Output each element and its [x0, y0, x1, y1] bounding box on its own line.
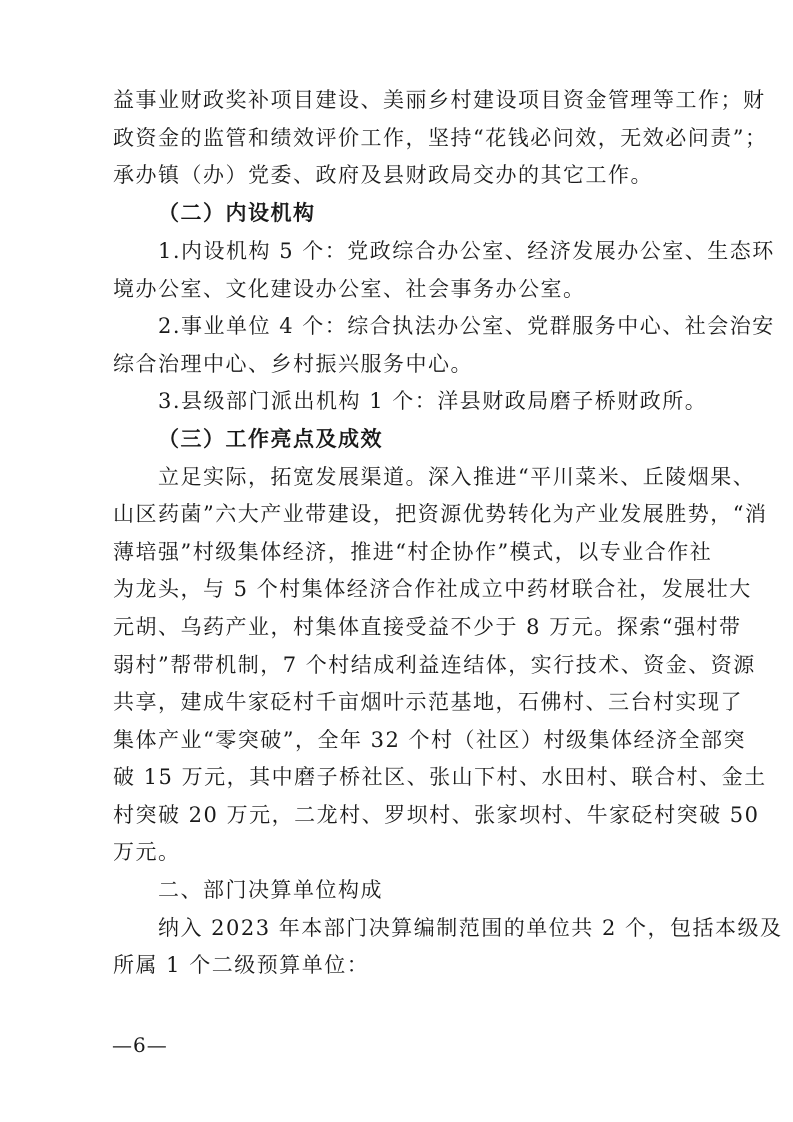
page-number: —6—: [112, 1033, 168, 1057]
body-line: 纳入 2023 年本部门决算编制范围的单位共 2 个，包括本级及: [158, 916, 783, 940]
body-line: 薄培强”村级集体经济，推进“村企协作”模式，以专业合作社: [113, 540, 713, 564]
body-line: 村突破 20 万元，二龙村、罗坝村、张家坝村、牛家砭村突破 50: [113, 803, 760, 827]
body-line: 为龙头，与 5 个村集体经济合作社成立中药材联合社，发展壮大: [113, 577, 752, 601]
list-item-line: 2.事业单位 4 个：综合执法办公室、党群服务中心、社会治安: [158, 314, 775, 338]
list-item-line: 境办公室、文化建设办公室、社会事务办公室。: [113, 277, 586, 301]
body-line: 元胡、乌药产业，村集体直接受益不少于 8 万元。探索“强村带: [113, 615, 742, 639]
body-line: 立足实际，拓宽发展渠道。深入推进“平川菜米、丘陵烟果、: [158, 465, 756, 489]
body-line: 承办镇（办）党委、政府及县财政局交办的其它工作。: [113, 163, 653, 187]
body-line: 益事业财政奖补项目建设、美丽乡村建设项目资金管理等工作；财: [113, 88, 766, 112]
body-line: 弱村”帮带机制，7 个村结成利益连结体，实行技术、资金、资源: [113, 653, 756, 677]
list-item-line: 3.县级部门派出机构 1 个：洋县财政局磨子桥财政所。: [158, 389, 708, 413]
body-line: 集体产业“零突破”，全年 32 个村（社区）村级集体经济全部突: [113, 728, 747, 752]
body-line: 政资金的监管和绩效评价工作，坚持“花钱必问效，无效必问责”；: [113, 126, 768, 150]
body-line: 共享，建成牛家砭村千亩烟叶示范基地，石佛村、三台村实现了: [113, 690, 743, 714]
list-item-line: 1.内设机构 5 个：党政综合办公室、经济发展办公室、生态环: [158, 239, 775, 263]
body-line: 破 15 万元，其中磨子桥社区、张山下村、水田村、联合村、金土: [113, 765, 767, 789]
body-line: 山区药菌”六大产业带建设，把资源优势转化为产业发展胜势，“消: [113, 502, 768, 526]
section-heading-highlights: （三）工作亮点及成效: [158, 426, 383, 451]
list-item-line: 综合治理中心、乡村振兴服务中心。: [113, 352, 473, 376]
body-line: 所属 1 个二级预算单位：: [113, 953, 370, 977]
body-line: 万元。: [113, 840, 181, 864]
section-heading-units: 二、部门决算单位构成: [158, 878, 383, 902]
section-heading-internal: （二）内设机构: [158, 200, 316, 225]
